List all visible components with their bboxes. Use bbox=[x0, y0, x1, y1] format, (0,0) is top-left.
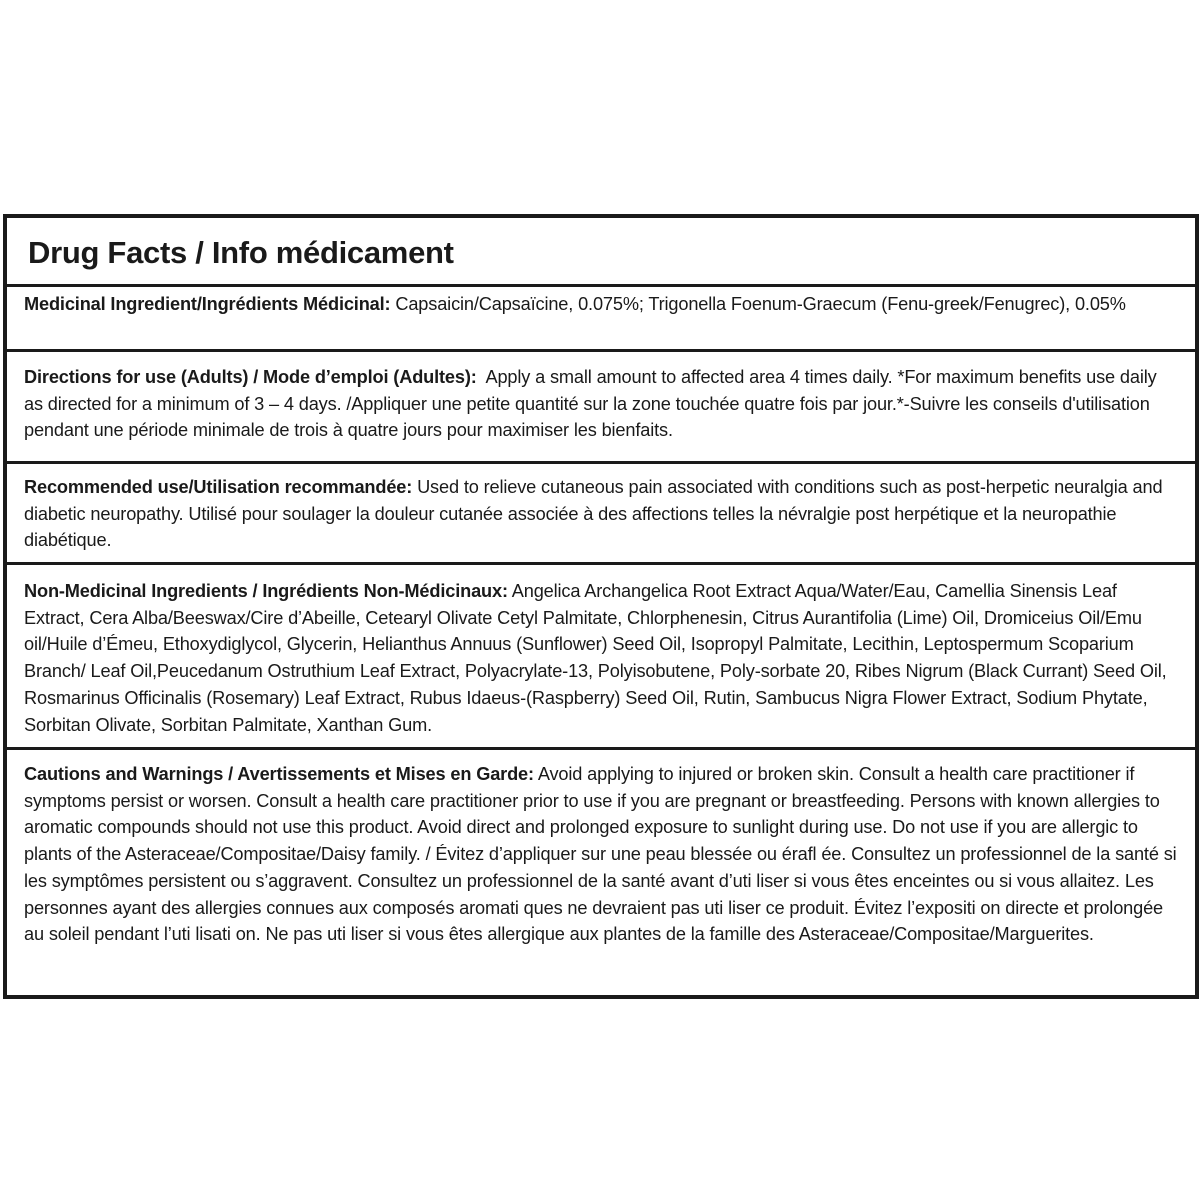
medicinal-ingredient-heading: Medicinal Ingredient/Ingrédients Médicinal: bbox=[24, 294, 391, 314]
cautions-warnings-heading: Cautions and Warnings / Avertissements et Mises en Garde: bbox=[24, 764, 534, 784]
medicinal-ingredient-section bbox=[7, 287, 1195, 352]
cautions-warnings-section bbox=[7, 751, 1195, 996]
directions-section bbox=[7, 354, 1195, 464]
medicinal-ingredient-body: Capsaicin/Capsaïcine, 0.075%; Trigonella Foenum-Graecum (Fenu-greek/Fenugrec), 0.05% bbox=[390, 294, 1126, 314]
drug-facts-panel bbox=[3, 214, 1199, 999]
non-medicinal-ingredients-section bbox=[7, 568, 1195, 750]
cautions-warnings-body: Avoid applying to injured or broken skin. Consult a health care practitioner if symptoms persist or worsen. Consult a health care practitioner prior to use if you are pregnant or breastfeeding. Persons with known allergies to aromatic compounds should not use this product. Avoid direct and prolonged exposure to sunlight during use. Do not use if you are allergic to plants of the Asteraceae/Compositae/Daisy family. / Évitez d’appliquer sur une peau blessée ou érafl ée. Consultez un professionnel de la santé si les symptômes persistent ou s’aggravent. Consultez un professionnel de la santé avant d’uti liser si vous êtes enceintes ou si vous allaitez. Les personnes ayant des allergies connues aux composés aromati ques ne devraient pas uti liser ce produit. Évitez l’expositi on directe et prolongée au soleil pendant l’uti lisati on. Ne pas uti liser si vous êtes allergique aux plantes de la famille des Asteraceae/Compositae/Marguerites. bbox=[24, 764, 1177, 945]
non-medicinal-ingredients-body: Angelica Archangelica Root Extract Aqua/Water/Eau, Camellia Sinensis Leaf Extract, Cera Alba/Beeswax/Cire d’Abeille, Cetearyl Olivate Cetyl Palmitate, Chlorphenesin, Citrus Aurantifolia (Lime) Oil, Dromiceius Oil/Emu oil/Huile d’Émeu, Ethoxydiglycol, Glycerin, Helianthus Annuus (Sunflower) Seed Oil, Isopropyl Palmitate, Lecithin, Leptospermum Scoparium Branch/ Leaf Oil,Peucedanum Ostruthium Leaf Extract, Polyacrylate-13, Polyisobutene, Poly-sorbate 20, Ribes Nigrum (Black Currant) Seed Oil, Rosmarinus Officinalis (Rosemary) Leaf Extract, Rubus Idaeus-(Raspberry) Seed Oil, Rutin, Sambucus Nigra Flower Extract, Sodium Phytate, Sorbitan Olivate, Sorbitan Palmitate, Xanthan Gum. bbox=[24, 581, 1167, 735]
directions-text bbox=[24, 364, 1179, 444]
non-medicinal-ingredients-heading: Non-Medicinal Ingredients / Ingrédients Non-Médicinaux: bbox=[24, 581, 508, 601]
recommended-use-body: Used to relieve cutaneous pain associated with conditions such as post-herpetic neuralgia and diabetic neuropathy. Utilisé pour soulager la douleur cutanée associée à des affections telles la névralgie post herpétique et la neuropathie diabétique. bbox=[24, 477, 1163, 551]
recommended-use-heading: Recommended use/Utilisation recommandée: bbox=[24, 477, 413, 497]
directions-heading: Directions for use (Adults) / Mode d’emploi (Adultes): bbox=[24, 367, 477, 387]
cautions-warnings-text bbox=[24, 761, 1179, 948]
drug-facts-title: Drug Facts / Info médicament bbox=[28, 235, 454, 270]
recommended-use-section bbox=[7, 466, 1195, 565]
non-medicinal-ingredients-text bbox=[24, 578, 1179, 738]
recommended-use-text bbox=[24, 474, 1179, 554]
directions-body: Apply a small amount to affected area 4 times daily. *For maximum benefits use daily as directed for a minimum of 3 – 4 days. /Appliquer une petite quantité sur la zone touchée quatre fois par jour.*-Suivre les conseils d'utilisation pendant une période minimale de trois à quatre jours pour maximiser les bienfaits. bbox=[24, 367, 1162, 441]
drug-facts-header bbox=[7, 218, 1195, 287]
medicinal-ingredient-text bbox=[24, 291, 1179, 318]
